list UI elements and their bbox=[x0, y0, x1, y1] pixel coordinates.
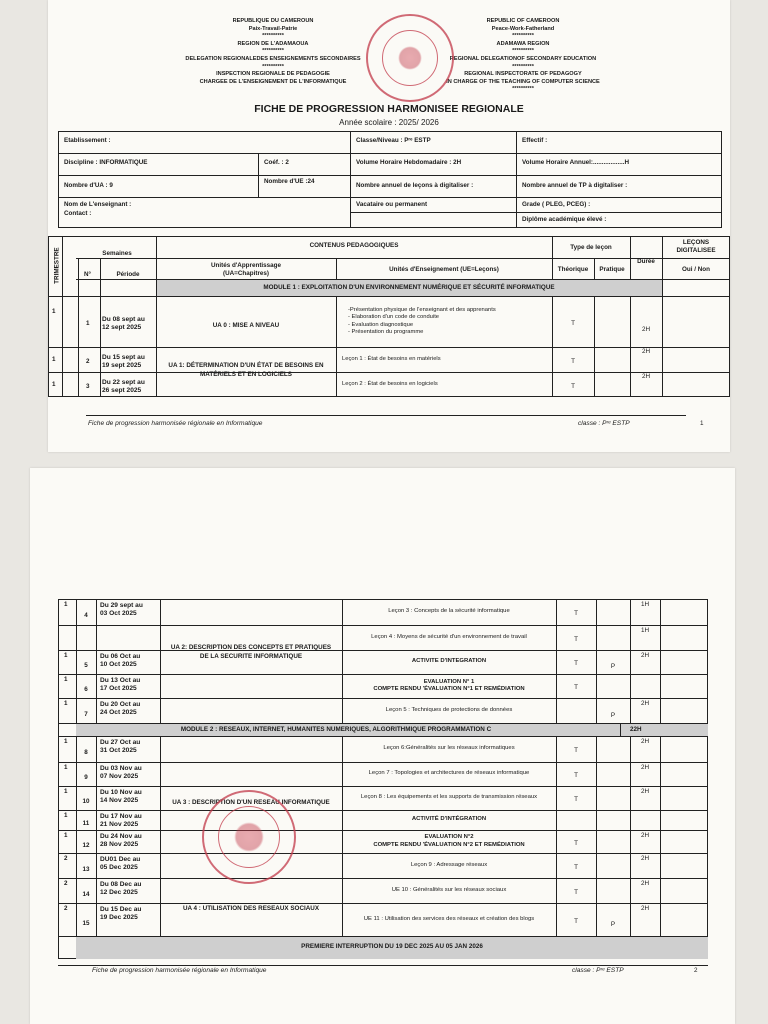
lesson-text: COMPTE RENDU 'ÉVALUATION N°1 ET REMÉDIATION bbox=[373, 686, 525, 692]
week-number: 11 bbox=[82, 820, 90, 827]
theorique-mark: T bbox=[571, 319, 575, 327]
week-period: 28 Nov 2025 bbox=[100, 841, 139, 848]
week-number: 4 bbox=[84, 612, 88, 619]
duree-cell: 2H bbox=[641, 348, 651, 355]
week-number: 8 bbox=[84, 749, 88, 756]
theorique-mark: T bbox=[574, 684, 578, 691]
col-lecons-dig-2: DIGITALISEE bbox=[676, 247, 716, 254]
header-right-line: REPUBLIC OF CAMEROON bbox=[486, 18, 560, 24]
week-period: 03 Oct 2025 bbox=[100, 610, 137, 617]
week-period: 10 Oct 2025 bbox=[100, 661, 137, 668]
trimestre-cell: 2 bbox=[64, 855, 68, 862]
lesson-text: Leçon 4 : Moyens de sécurité d'un environnement de travail bbox=[371, 633, 527, 640]
info-vacataire: Vacataire ou permanent bbox=[356, 201, 428, 208]
week-period: Du 20 Oct au bbox=[100, 701, 141, 708]
week-period: Du 15 Dec au bbox=[100, 906, 142, 913]
week-number: 6 bbox=[84, 686, 88, 693]
duree-cell: 2H bbox=[640, 700, 650, 707]
header-right-line: ********** bbox=[512, 63, 534, 70]
header-right-line: ADAMAWA REGION bbox=[496, 40, 550, 47]
trimestre-cell: 1 bbox=[52, 308, 56, 315]
header-left-line: ********** bbox=[262, 48, 284, 55]
week-period: DU01 Dec au bbox=[100, 856, 141, 863]
duree-cell: 2H bbox=[640, 905, 650, 912]
header-left-line: REPUBLIQUE DU CAMEROUN bbox=[232, 18, 314, 24]
week-period: 12 Dec 2025 bbox=[100, 889, 138, 896]
page-number-1: 1 bbox=[700, 420, 704, 427]
page-title: FICHE DE PROGRESSION HARMONISEE REGIONALE bbox=[254, 103, 524, 115]
lesson-text: Leçon 6:Généralités sur les réseaux informatiques bbox=[383, 745, 515, 752]
week-period: Du 24 Nov au bbox=[100, 833, 142, 840]
duree-cell: 2H bbox=[641, 373, 651, 380]
trimestre-cell: 2 bbox=[64, 880, 68, 887]
week-number: 13 bbox=[82, 865, 90, 873]
theorique-mark: T bbox=[571, 357, 575, 365]
header-right-line: ********** bbox=[512, 33, 534, 40]
module-2-banner: MODULE 2 : RESEAUX, INTERNET, HUMANITES NUMERIQUES, ALGORITHMIQUE PROGRAMMATION C bbox=[180, 726, 492, 733]
theorique-mark: T bbox=[574, 747, 578, 754]
lesson-text: -Présentation physique de l'enseignant et des apprenants bbox=[348, 306, 496, 313]
header-left-line: ********** bbox=[262, 33, 284, 40]
info-tp-digitaliser: Nombre annuel de TP à digitaliser : bbox=[522, 182, 628, 189]
theorique-mark: T bbox=[574, 796, 578, 803]
trimestre-cell: 1 bbox=[64, 700, 68, 707]
col-ua-sub: (UA=Chapitres) bbox=[222, 270, 269, 277]
week-number: 7 bbox=[84, 710, 88, 718]
week-period: Du 10 Nov au bbox=[100, 789, 142, 796]
lesson-text: Leçon 7 : Topologies et architectures de réseaux informatique bbox=[368, 770, 530, 777]
theorique-mark: T bbox=[574, 660, 578, 667]
header-left-line: ********** bbox=[262, 63, 284, 70]
duree-cell: 1H bbox=[640, 601, 650, 608]
lesson-text: COMPTE RENDU 'ÉVALUATION N°2 ET REMÉDIATION bbox=[373, 841, 525, 848]
document-page-1 bbox=[48, 0, 730, 452]
info-table bbox=[58, 131, 722, 228]
week-period: Du 06 Oct au bbox=[100, 653, 141, 660]
header-right-line: ********** bbox=[512, 48, 534, 55]
ua-3-label: UA 3 : DESCRIPTION D'UN RESEAU INFORMATIQUE bbox=[172, 799, 330, 806]
col-semaines: Semaines bbox=[102, 250, 132, 257]
theorique-mark: T bbox=[574, 917, 578, 925]
theorique-mark: T bbox=[574, 635, 578, 643]
info-vol-hebdo: Volume Horaire Hebdomadaire : 2H bbox=[356, 159, 462, 166]
week-period: Du 08 Dec au bbox=[100, 881, 142, 888]
info-effectif: Effectif : bbox=[522, 137, 548, 144]
header-left-line: REGION DE L'ADAMAOUA bbox=[237, 40, 309, 47]
week-number: 9 bbox=[84, 774, 88, 781]
header-right-line: IN CHARGE OF THE TEACHING OF COMPUTER SCIENCE bbox=[446, 78, 600, 85]
pratique-mark: P bbox=[610, 711, 616, 719]
week-period: Du 15 sept au bbox=[102, 353, 145, 361]
week-period: 26 sept 2025 bbox=[102, 386, 142, 394]
ua-2-label-line1: UA 2: DESCRIPTION DES CONCEPTS ET PRATIQUES bbox=[170, 644, 332, 651]
school-year: Année scolaire : 2025/ 2026 bbox=[339, 118, 439, 127]
lesson-text: Leçon 1 : État de besoins en matériels bbox=[342, 355, 441, 362]
col-lecons-dig: LEÇONS bbox=[682, 239, 710, 246]
trimestre-cell: 1 bbox=[64, 788, 68, 795]
theorique-mark: T bbox=[574, 888, 578, 896]
info-diplome: Diplôme académique élevé : bbox=[522, 216, 607, 223]
ua-1-label-line2: MATÉRIELS ET EN LOGICIELS bbox=[200, 371, 292, 378]
duree-cell: 2H bbox=[640, 788, 650, 795]
col-oui-non: Oui / Non bbox=[682, 266, 710, 273]
lesson-text: Leçon 2 : État de besoins en logiciels bbox=[342, 380, 438, 387]
info-vol-annuel: Volume Horaire Annuel:..................H bbox=[522, 159, 630, 166]
col-pratique: Pratique bbox=[599, 266, 625, 273]
week-period: 19 sept 2025 bbox=[102, 361, 142, 369]
ua-2-label-line2: DE LA SECURITE INFORMATIQUE bbox=[199, 653, 303, 660]
trimestre-cell: 1 bbox=[52, 380, 56, 388]
col-duree: Durée bbox=[637, 258, 655, 265]
lesson-text: Leçon 9 : Adressage réseaux bbox=[410, 861, 488, 868]
lesson-text: EVALUATION N° 1 bbox=[423, 678, 475, 685]
trimestre-cell: 1 bbox=[64, 652, 68, 659]
info-nombre-ue: Nombre d'UE :24 bbox=[264, 178, 315, 185]
week-period: Du 22 sept au bbox=[102, 378, 145, 386]
info-discipline: Discipline : INFORMATIQUE bbox=[64, 159, 148, 166]
info-nombre-ua: Nombre d'UA : 9 bbox=[64, 182, 113, 189]
col-periode: Période bbox=[116, 271, 140, 278]
ua-4-label: UA 4 : UTILISATION DES RESEAUX SOCIAUX bbox=[182, 905, 320, 912]
trimestre-cell: 1 bbox=[64, 601, 68, 608]
week-number: 15 bbox=[82, 919, 90, 927]
duree-cell: 2H bbox=[640, 738, 650, 745]
ua-0-label: UA 0 : MISE A NIVEAU bbox=[212, 322, 280, 329]
progression-table-2 bbox=[58, 599, 708, 959]
trimestre-cell: 1 bbox=[64, 832, 68, 839]
info-lecons-digitaliser: Nombre annuel de leçons à digitaliser : bbox=[356, 182, 474, 189]
interruption-banner: PREMIERE INTERRUPTION DU 19 DEC 2025 AU 05 JAN 2026 bbox=[301, 943, 483, 950]
info-classe: Classe/Niveau : Pʳᵉ ESTP bbox=[356, 137, 431, 144]
info-contact: Contact : bbox=[64, 210, 92, 217]
footer-classe-2: classe : Pʳᵉ ESTP bbox=[572, 967, 624, 974]
lesson-text: Leçon 5 : Techniques de protections de données bbox=[385, 706, 513, 713]
theorique-mark: T bbox=[574, 839, 578, 847]
week-period: 17 Oct 2025 bbox=[100, 685, 137, 692]
trimestre-cell: 1 bbox=[64, 676, 68, 683]
lesson-text: - Présentation du programme bbox=[348, 329, 424, 335]
lesson-text: - Evaluation diagnostique bbox=[348, 321, 414, 328]
theorique-mark: T bbox=[571, 382, 575, 390]
week-period: 12 sept 2025 bbox=[102, 323, 142, 331]
col-ue: Unités d'Enseignement (UE=Leçons) bbox=[389, 266, 499, 273]
footer-left: Fiche de progression harmonisée régionale en Informatique bbox=[88, 420, 263, 427]
week-period: 14 Nov 2025 bbox=[100, 797, 139, 804]
col-trimestre: TRIMESTRE bbox=[53, 247, 61, 284]
header-right-line: ********** bbox=[512, 86, 534, 93]
col-type: Type de leçon bbox=[570, 244, 612, 251]
lesson-text: UE 10 : Généralités sur les réseaux sociaux bbox=[391, 886, 507, 893]
trimestre-cell: 2 bbox=[64, 905, 68, 912]
theorique-mark: T bbox=[574, 772, 578, 779]
info-enseignant: Nom de L'enseignant : bbox=[64, 201, 132, 208]
week-number: 14 bbox=[82, 890, 90, 898]
theorique-mark: T bbox=[574, 610, 578, 617]
week-period: Du 08 sept au bbox=[102, 315, 145, 323]
week-number: 2 bbox=[86, 357, 90, 365]
week-period: 31 Oct 2025 bbox=[100, 747, 137, 754]
header-right-line: REGIONAL INSPECTORATE OF PEDAGOGY bbox=[464, 71, 582, 78]
lesson-text: Leçon 3 : Concepts de la sécurité informatique bbox=[388, 608, 510, 615]
week-period: Du 17 Nov au bbox=[100, 813, 142, 820]
lesson-text: Leçon 8 : Les équipements et les supports de transmission réseaux bbox=[360, 794, 538, 801]
trimestre-cell: 1 bbox=[52, 355, 56, 363]
pratique-mark: P bbox=[610, 663, 616, 670]
module-2-duree: 22H bbox=[630, 726, 642, 733]
lesson-text: - Elaboration d'un code de conduite bbox=[348, 314, 440, 320]
week-number: 10 bbox=[82, 798, 90, 805]
header-right-line: Peace-Work-Fatherland bbox=[491, 25, 555, 32]
official-stamp-icon-2 bbox=[202, 790, 296, 884]
duree-cell: 2H bbox=[640, 832, 650, 839]
lesson-text: ACTIVITE D'INTEGRATION bbox=[411, 658, 487, 665]
duree-cell: 2H bbox=[640, 855, 650, 862]
header-left-line: Paix-Travail-Patrie bbox=[248, 25, 298, 32]
footer-left-2: Fiche de progression harmonisée régionale en Informatique bbox=[92, 967, 267, 974]
pratique-mark: P bbox=[610, 920, 616, 928]
document-page-2 bbox=[30, 468, 735, 1024]
week-period: 07 Nov 2025 bbox=[100, 773, 139, 780]
duree-cell: 2H bbox=[640, 764, 650, 771]
week-number: 12 bbox=[82, 841, 90, 849]
duree-cell: 2H bbox=[640, 880, 650, 887]
theorique-mark: T bbox=[574, 863, 578, 871]
lesson-text: ACTIVITÉ D'INTÉGRATION bbox=[411, 816, 487, 823]
info-grade: Grade ( PLEG, PCEG) : bbox=[522, 201, 591, 208]
week-period: 05 Dec 2025 bbox=[100, 864, 138, 871]
week-period: 24 Oct 2025 bbox=[100, 709, 137, 716]
footer-classe: classe : Pʳᵉ ESTP bbox=[578, 420, 630, 427]
week-number: 1 bbox=[86, 319, 90, 327]
lesson-text: UE 11 : Utilisation des services des réseaux et création des blogs bbox=[363, 915, 535, 922]
week-period: 19 Dec 2025 bbox=[100, 914, 138, 921]
trimestre-cell: 1 bbox=[64, 812, 68, 819]
week-number: 3 bbox=[86, 382, 90, 390]
official-stamp-icon bbox=[366, 14, 454, 102]
header-right-line: REGIONAL DELEGATIONOF SECONDARY EDUCATION bbox=[449, 56, 597, 62]
header-left-line: DELEGATION REGIONALEDES ENSEIGNEMENTS SECONDAIRES bbox=[185, 56, 361, 62]
ua-1-label-line1: UA 1: DÉTERMINATION D'UN ÉTAT DE BESOINS EN bbox=[168, 362, 324, 369]
info-coef: Coéf. : 2 bbox=[264, 159, 289, 166]
lesson-text: EVALUATION N°2 bbox=[424, 834, 474, 840]
week-number: 5 bbox=[84, 662, 88, 669]
header-left-line: INSPECTION REGIONALE DE PEDAGOGIE bbox=[216, 71, 330, 78]
col-theorique: Théorique bbox=[557, 266, 589, 273]
week-period: 21 Nov 2025 bbox=[100, 821, 139, 828]
duree-cell: 2H bbox=[640, 652, 650, 659]
week-period: Du 13 Oct au bbox=[100, 677, 141, 684]
week-period: Du 27 Oct au bbox=[100, 739, 141, 746]
info-etablissement: Etablissement : bbox=[64, 137, 111, 144]
week-period: Du 29 sept au bbox=[100, 602, 143, 609]
col-contenus: CONTENUS PEDAGOGIQUES bbox=[309, 242, 399, 249]
page-number-2: 2 bbox=[694, 967, 698, 974]
week-period: Du 03 Nov au bbox=[100, 765, 142, 772]
col-ua: Unités d'Apprentissage bbox=[210, 262, 282, 269]
module-1-banner: MODULE 1 : EXPLOITATION D'UN ENVIRONNEMENT NUMÉRIQUE ET SÉCURITÉ INFORMATIQUE bbox=[263, 284, 555, 291]
header-left-line: CHARGEE DE L'ENSEIGNEMENT DE L'INFORMATIQUE bbox=[199, 78, 347, 85]
trimestre-cell: 1 bbox=[64, 764, 68, 771]
duree-cell: 2H bbox=[641, 326, 651, 333]
col-no: N° bbox=[84, 271, 92, 278]
trimestre-cell: 1 bbox=[64, 738, 68, 745]
duree-cell: 1H bbox=[640, 627, 650, 634]
